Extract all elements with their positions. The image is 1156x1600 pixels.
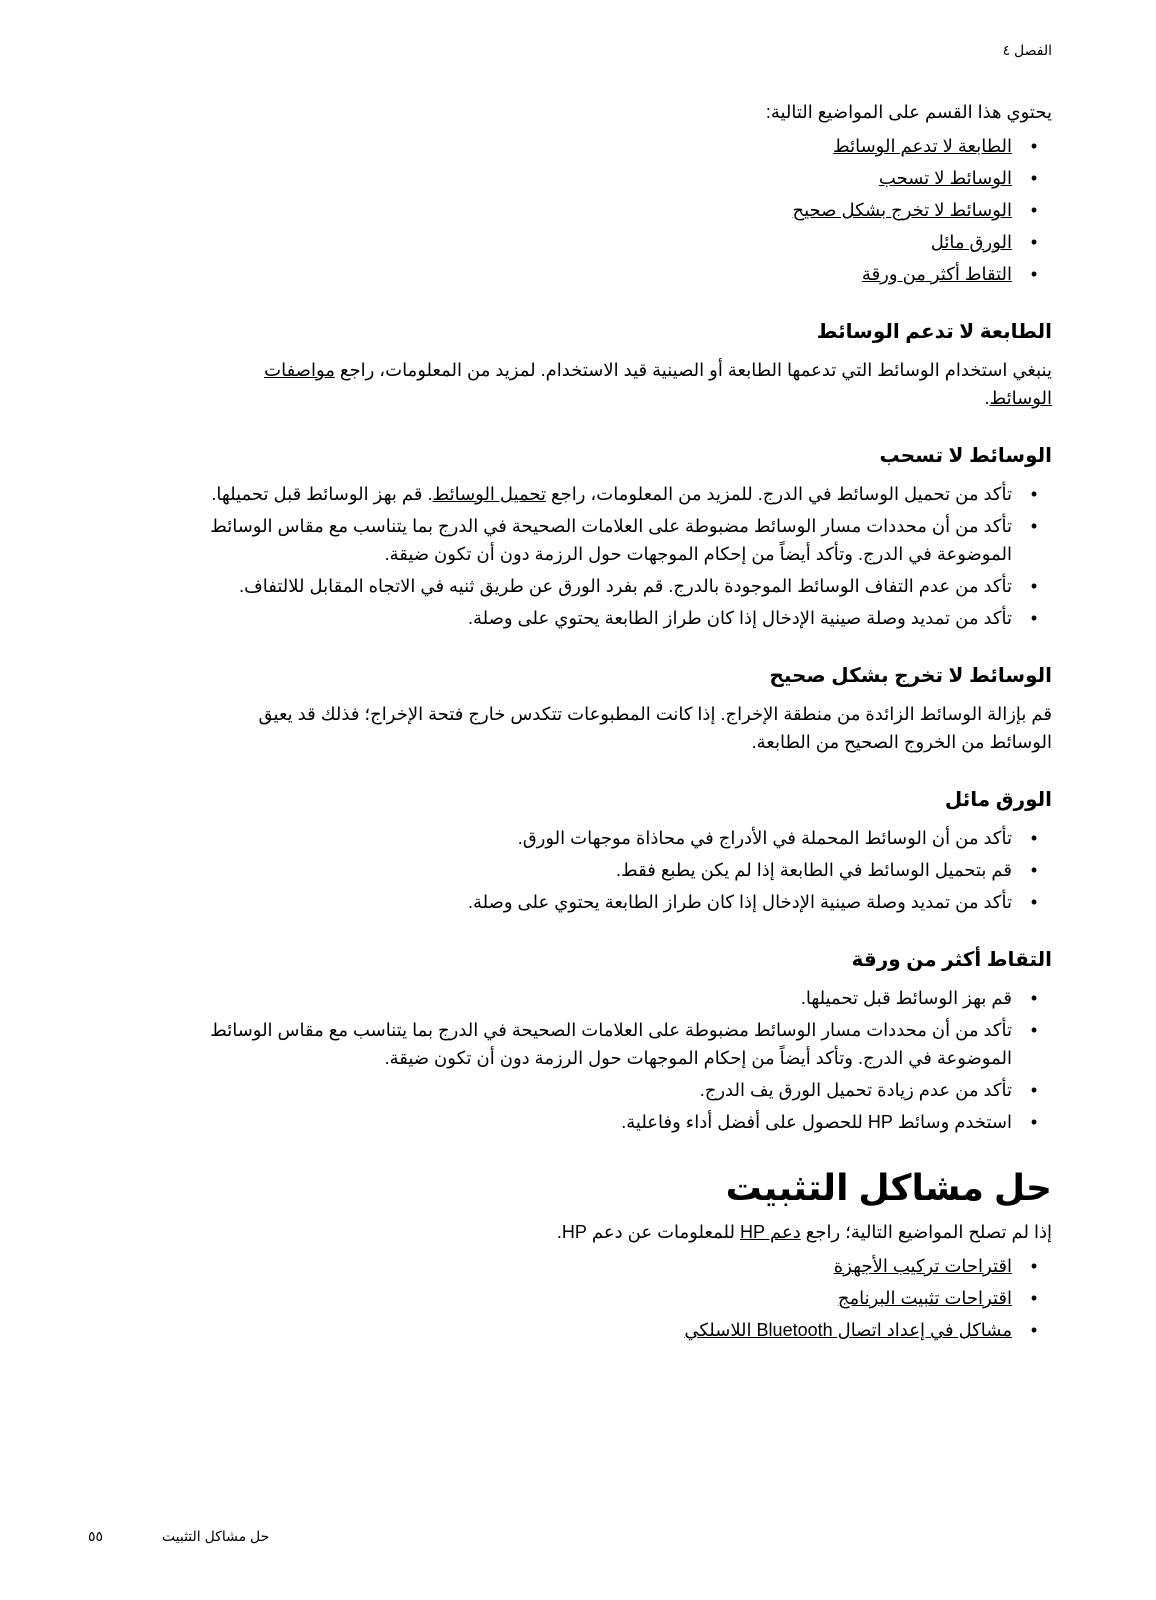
list-item <box>196 1316 1052 1344</box>
install-text: إذا لم تصلح المواضيع التالية؛ راجع دعم HP للمعلومات عن دعم HP. <box>556 1222 1052 1242</box>
list-item: • تأكد من عدم زيادة تحميل الورق يف الدرج. <box>196 1076 1052 1104</box>
list-item <box>196 1284 1052 1312</box>
section-text-not-ejecting: قم بإزالة الوسائط الزائدة من منطقة الإخراج. إذا كانت المطبوعات تتكدس خارج فتحة الإخراج؛ فذلك قد يعيق الوسائط من الخروج الصحيح من الطابعة. <box>258 704 1052 752</box>
section-heading-skewed: الورق مائل <box>944 789 1052 811</box>
bullet-icon: • <box>1030 1256 1038 1276</box>
bullet-icon: • <box>1030 264 1038 284</box>
section-heading-multiple-pages: التقاط أكثر من ورقة <box>851 949 1052 971</box>
list-item: • تأكد من عدم التفاف الوسائط الموجودة بالدرج. قم بفرد الورق عن طريق ثنيه في الاتجاه المقابل للالتفاف. <box>196 572 1052 600</box>
list-item: • استخدم وسائط HP للحصول على أفضل أداء وفاعلية. <box>196 1108 1052 1136</box>
list-item <box>196 260 1052 288</box>
bullet-icon: • <box>1030 136 1038 156</box>
bullet-icon: • <box>1030 1020 1038 1040</box>
page-number: ٥٥ <box>88 1528 104 1544</box>
chapter-header: الفصل ٤ <box>1002 42 1052 58</box>
footer-title: حل مشاكل التثبيت <box>161 1528 270 1544</box>
list-item: • قم بهز الوسائط قبل تحميلها. <box>196 984 1052 1012</box>
multiple-pages-list <box>196 984 1052 1136</box>
intro-text: يحتوي هذا القسم على المواضيع التالية: <box>765 102 1052 122</box>
bullet-icon: • <box>1030 828 1038 848</box>
list-item <box>196 1252 1052 1280</box>
media-specs-link[interactable]: مواصفات الوسائط <box>264 360 1052 408</box>
list-item: • تأكد من أن محددات مسار الوسائط مضبوطة على العلامات الصحيحة في الدرج بما يتناسب مع مقاس الوسائط الموضوعة في الدرج. وتأكد أيضاً من إحكام الموجهات حول الرزمة دون أن تكون ضيقة. <box>196 1016 1052 1072</box>
list-item <box>196 132 1052 160</box>
hp-support-link[interactable]: دعم HP <box>739 1222 801 1242</box>
section-heading-not-ejecting: الوسائط لا تخرج بشكل صحيح <box>769 665 1052 687</box>
hardware-install-link[interactable]: اقتراحات تركيب الأجهزة <box>833 1256 1012 1276</box>
list-item <box>196 164 1052 192</box>
list-item: • تأكد من تمديد وصلة صينية الإدخال إذا كان طراز الطابعة يحتوي على وصلة. <box>196 604 1052 632</box>
load-media-link[interactable]: تحميل الوسائط <box>432 484 547 504</box>
bluetooth-setup-link[interactable]: مشاكل في إعداد اتصال Bluetooth اللاسلكي <box>684 1320 1012 1340</box>
topic-link-not-ejecting[interactable]: الوسائط لا تخرج بشكل صحيح <box>792 200 1012 220</box>
bullet-icon: • <box>1030 232 1038 252</box>
list-item: • قم بتحميل الوسائط في الطابعة إذا لم يكن يطبع فقط. <box>196 856 1052 884</box>
topic-link-not-picked[interactable]: الوسائط لا تسحب <box>878 168 1012 188</box>
bullet-icon: • <box>1030 988 1038 1008</box>
page-footer <box>88 1528 269 1545</box>
bullet-icon: • <box>1030 1112 1038 1132</box>
section-heading-not-supported: الطابعة لا تدعم الوسائط <box>816 321 1052 343</box>
list-item: • تأكد من أن محددات مسار الوسائط مضبوطة على العلامات الصحيحة في الدرج بما يتناسب مع مقاس الوسائط الموضوعة في الدرج. وتأكد أيضاً من إحكام الموجهات حول الرزمة دون أن تكون ضيقة. <box>196 512 1052 568</box>
page-content <box>196 98 1052 1348</box>
topic-link-not-supported[interactable]: الطابعة لا تدعم الوسائط <box>833 136 1012 156</box>
bullet-icon: • <box>1030 200 1038 220</box>
bullet-icon: • <box>1030 860 1038 880</box>
list-item: • تأكد من أن الوسائط المحملة في الأدراج في محاذاة موجهات الورق. <box>196 824 1052 852</box>
list-item: • تأكد من تحميل الوسائط في الدرج. للمزيد من المعلومات، راجع تحميل الوسائط. قم بهز الوسائط قبل تحميلها. <box>196 480 1052 508</box>
bullet-icon: • <box>1030 516 1038 536</box>
bullet-icon: • <box>1030 1288 1038 1308</box>
section-heading-not-picked: الوسائط لا تسحب <box>879 445 1052 467</box>
bullet-icon: • <box>1030 168 1038 188</box>
software-install-link[interactable]: اقتراحات تثبيت البرنامج <box>837 1288 1012 1308</box>
topic-link-list <box>196 132 1052 288</box>
list-item <box>196 228 1052 256</box>
topic-link-multiple-pages[interactable]: التقاط أكثر من ورقة <box>861 264 1012 284</box>
bullet-icon: • <box>1030 1080 1038 1100</box>
list-item: • تأكد من تمديد وصلة صينية الإدخال إذا كان طراز الطابعة يحتوي على وصلة. <box>196 888 1052 916</box>
install-link-list <box>196 1252 1052 1344</box>
bullet-icon: • <box>1030 892 1038 912</box>
bullet-icon: • <box>1030 484 1038 504</box>
section-text-not-supported: ينبغي استخدام الوسائط التي تدعمها الطابعة أو الصينية قيد الاستخدام. لمزيد من المعلومات، راجع مواصفات الوسائط. <box>264 360 1052 408</box>
bullet-icon: • <box>1030 576 1038 596</box>
list-item <box>196 196 1052 224</box>
install-heading: حل مشاكل التثبيت <box>725 1167 1052 1208</box>
skewed-list <box>196 824 1052 916</box>
topic-link-skewed[interactable]: الورق مائل <box>930 232 1012 252</box>
not-picked-list <box>196 480 1052 632</box>
bullet-icon: • <box>1030 608 1038 628</box>
bullet-icon: • <box>1030 1320 1038 1340</box>
